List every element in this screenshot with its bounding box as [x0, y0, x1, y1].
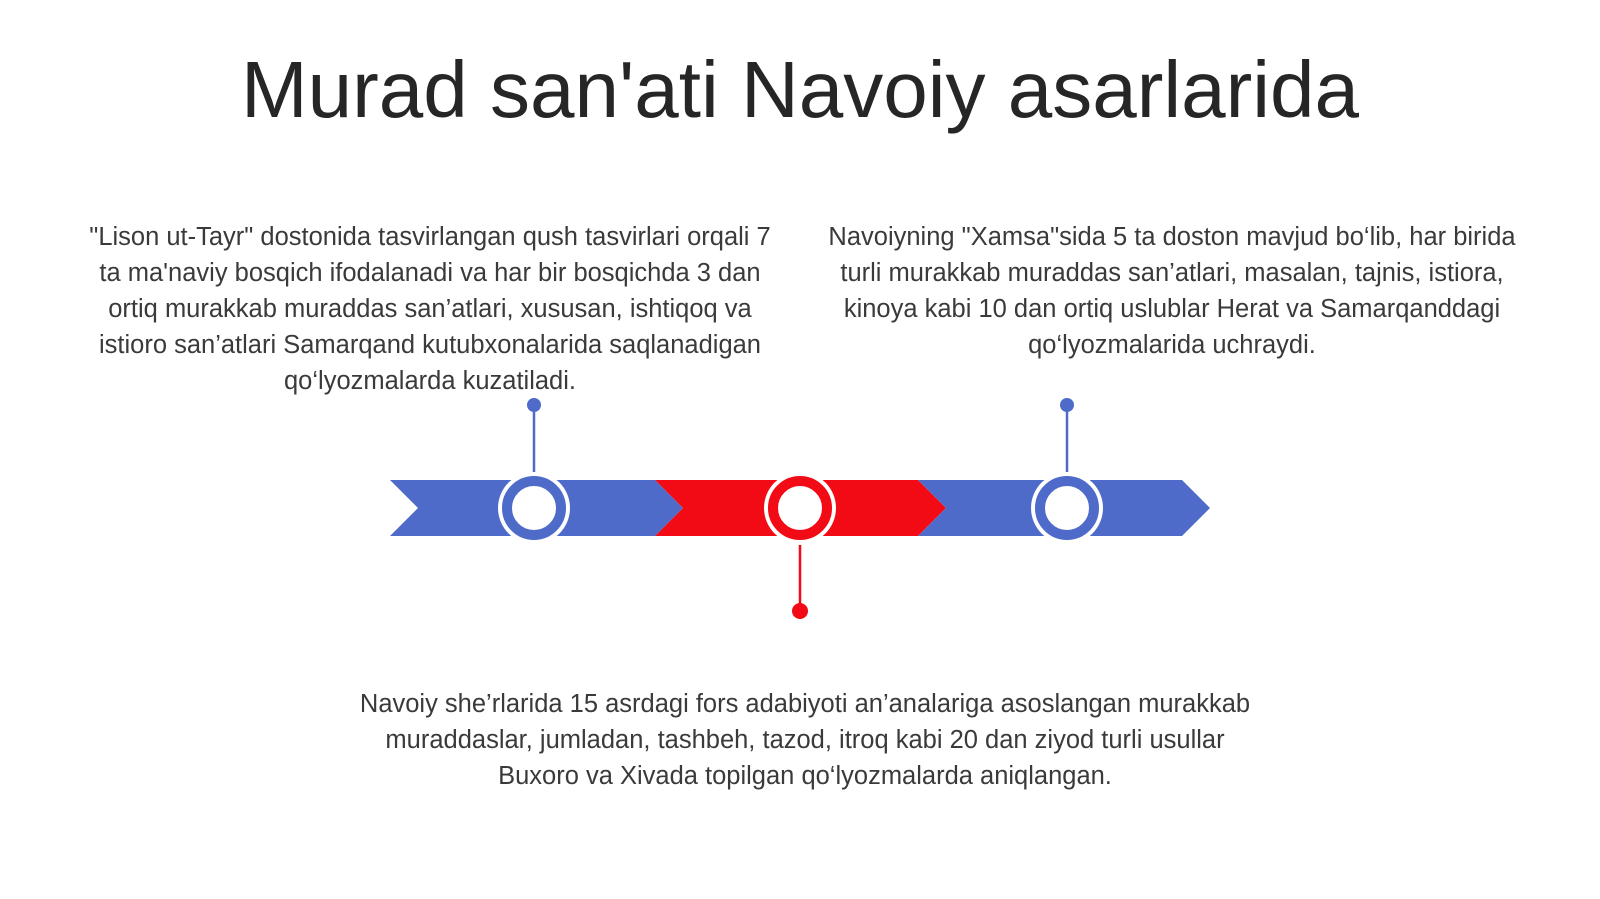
- slide-title: Murad san'ati Navoiy asarlarida: [240, 45, 1359, 134]
- event-1-text: "Lison ut-Tayr" dostonida tasvirlangan qush tasvirlari orqali 7 ta ma'naviy bosqich ifodalanadi va har bir bosqichda 3 dan ortiq murakkab muraddas san’atlari, xususan, ishtiqoq va istioro san’atlari Samarqand kutubxonalarida saqlanadigan qo‘lyozmalarda kuzatiladi.: [89, 223, 771, 395]
- event-1-dot: [527, 398, 541, 412]
- event-2-dot: [792, 603, 808, 619]
- event-3-ring: [1031, 472, 1103, 544]
- event-2-ring: [764, 472, 836, 544]
- event-2-text: Navoiy she’rlarida 15 asrdagi fors adabiyoti an’analariga asoslangan murakkab muraddaslar, jumladan, tashbeh, tazod, itroq kabi 20 dan ziyod turli usullar Buxoro va Xivada topilgan qo‘lyozmalarda aniqlangan.: [359, 690, 1251, 790]
- event-3-dot: [1060, 398, 1074, 412]
- event-3-text: Navoiyning "Xamsa"sida 5 ta doston mavjud bo‘lib, har birida turli murakkab muraddas san’atlari, masalan, tajnis, istiora, kinoya kabi 10 dan ortiq uslublar Herat va Samarqanddagi qo‘lyozmalarida uchraydi.: [828, 223, 1516, 359]
- event-1-ring: [498, 472, 570, 544]
